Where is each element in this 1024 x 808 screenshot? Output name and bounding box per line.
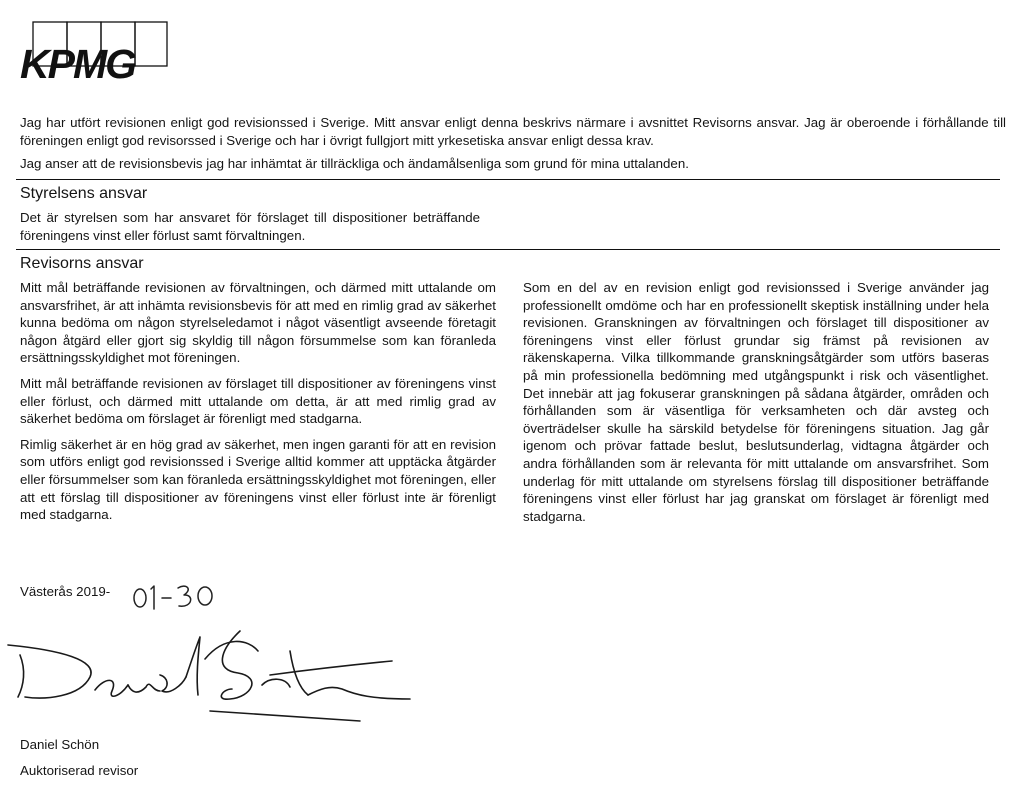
revisorns-ansvar-left-column: [20, 279, 496, 532]
section-divider: [16, 249, 1000, 250]
styrelsens-ansvar-text: Det är styrelsen som har ansvaret för förslaget till dispositioner beträffande föreningens vinst eller förlust samt förvaltningen.: [20, 210, 480, 243]
revisorns-ansvar-heading: Revisorns ansvar: [20, 255, 144, 272]
intro-paragraph-1: Jag har utfört revisionen enligt god revisionssed i Sverige. Mitt ansvar enligt denna beskrivs närmare i avsnittet Revisorns ansvar. Jag är oberoende i förhållande till föreningen enligt god revisorssed i Sverige och har i övrigt fullgjort mitt yrkesetiska ansvar enligt dessa krav.: [20, 115, 1006, 148]
paragraph: Rimlig säkerhet är en hög grad av säkerhet, men ingen garanti för att en revision som utförs enligt god revisionssed i Sverige alltid kommer att upptäcka åtgärder eller försummelser som kan föranleda ersättningsskyldighet mot föreningen, eller att ett förslag till dispositioner av föreningens vinst eller förlust inte är förenligt med stadgarna.: [20, 436, 496, 523]
styrelsens-ansvar-heading: Styrelsens ansvar: [20, 185, 148, 202]
signer-name: Daniel Schön: [20, 737, 100, 752]
paragraph: Som en del av en revision enligt god revisionssed i Sverige använder jag professionellt omdöme och har en professionellt skeptisk inställning under hela revisionen. Granskningen av förvaltningen och förslaget till dispositioner av föreningens vinst eller förlust grundar sig främst på revisionen av räkenskaperna. Vilka tillkommande granskningsåtgärder som utförs baseras på min professionella bedömning med utgångspunkt i risk och väsentlighet. Det innebär att jag fokuserar granskningen på sådana åtgärder, områden och förhållanden som är väsentliga för verksamheten och där avsteg och överträdelser skulle ha särskild betydelse för föreningens situation. Jag går igenom och prövar fattade beslut, beslutsunderlag, vidtagna åtgärder och andra förhållanden som är relevanta för mitt uttalande om ansvarsfrihet. Som underlag för mitt uttalande om styrelsens förslag till dispositioner beträffande föreningens vinst eller förlust har jag granskat om förslaget är förenligt med stadgarna.: [523, 280, 989, 524]
kpmg-logo: [19, 18, 169, 86]
handwritten-date: [131, 578, 221, 614]
handwritten-signature: [0, 615, 420, 730]
section-divider: [16, 179, 1000, 180]
signer-title: Auktoriserad revisor: [20, 763, 139, 778]
paragraph: Mitt mål beträffande revisionen av förslaget till dispositioner av föreningens vinst eller förlust, och därmed mitt uttalande om detta, är att med rimlig grad av säkerhet bedöma om förslaget är förenligt med stadgarna.: [20, 375, 496, 427]
place-date: Västerås 2019-: [20, 584, 111, 599]
revisorns-ansvar-right-column: [523, 279, 989, 533]
intro-paragraph-2: Jag anser att de revisionsbevis jag har inhämtat är tillräckliga och ändamålsenliga som grund för mina uttalanden.: [20, 156, 689, 171]
kpmg-logo-text: KPMG: [20, 41, 135, 86]
paragraph: Mitt mål beträffande revisionen av förvaltningen, och därmed mitt uttalande om ansvarsfrihet, är att inhämta revisionsbevis för att med en rimlig grad av säkerhet kunna bedöma om någon styrelseledamot i något väsentligt avseende företagit någon åtgärd eller gjort sig skyldig till någon försummelse som kan föranleda ersättningsskyldighet mot föreningen.: [20, 280, 496, 366]
